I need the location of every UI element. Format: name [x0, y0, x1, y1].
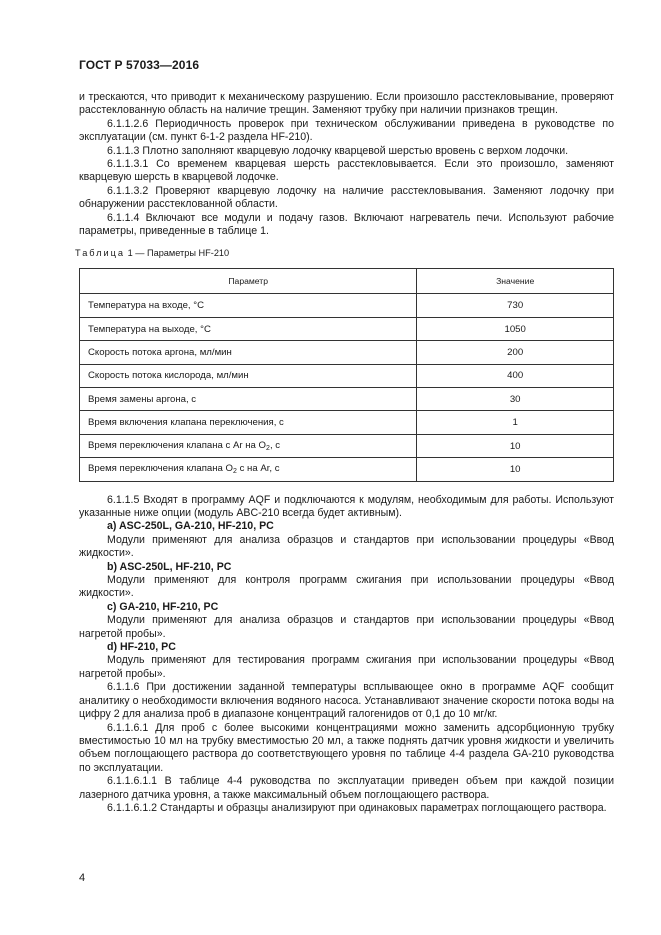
- table-row: [80, 458, 614, 481]
- paragraph: и трескаются, что приводит к механическому разрушению. Если произошло расстекловывание, проверяют расстеклованную область на наличие трещин. Заменяют трубку при наличии признаков трещин.: [79, 91, 614, 117]
- table-row: [80, 388, 614, 411]
- param-text: Время переключения клапана O: [88, 463, 233, 475]
- param-text: с на Ar, с: [236, 463, 280, 475]
- option-heading: b) ASC-250L, HF-210, PC: [107, 560, 232, 573]
- parameters-table: [79, 268, 614, 481]
- table-row: [80, 364, 614, 387]
- table-cell-parameter: Скорость потока кислорода, мл/мин: [80, 364, 417, 387]
- column-header-value: Значение: [417, 269, 614, 294]
- param-text: , с: [269, 440, 281, 451]
- paragraph: 6.1.1.3.2 Проверяют кварцевую лодочку на наличие расстекловывания. Заменяют лодочку при обнаружении расстеклованной области.: [79, 184, 614, 211]
- table-cell-parameter: Время замены аргона, с: [80, 388, 417, 411]
- table-cell-parameter: [80, 458, 417, 481]
- table-header-row: [80, 269, 614, 294]
- param-text: Время переключения клапана с Ar на O: [88, 440, 267, 451]
- table-cell-value: 1050: [417, 317, 614, 340]
- table-cell-parameter: Температура на выходе, °С: [80, 317, 417, 340]
- paragraph: 6.1.1.6 При достижении заданной температуры всплывающее окно в программе AQF сообщит аналитику о необходимости включения водяного насоса. Устанавливают значение скорости потока воды на цифру 2 для анализа проб в диапазоне концентраций галогенидов от 0,1 до 10 мг/кг.: [79, 681, 614, 721]
- column-header-parameter: Параметр: [80, 269, 417, 294]
- option-heading: c) GA-210, HF-210, PC: [107, 600, 219, 613]
- paragraph: 6.1.1.6.1.1 В таблице 4-4 руководства по эксплуатации приведен объем при каждой позиции лазерного датчика уровня, а также максимальный объем поглощающего раствора.: [79, 775, 614, 801]
- table-row: [80, 341, 614, 364]
- paragraph: Модули применяют для анализа образцов и стандартов при использовании процедуры «Ввод нагретой пробы».: [79, 614, 614, 640]
- standard-header: ГОСТ Р 57033—2016: [79, 58, 200, 72]
- page-number: 4: [79, 872, 86, 884]
- paragraph: 6.1.1.6.1 Для проб с более высокими концентрациями можно заменить адсорбционную трубку вместимостью 10 мл на трубку вместимостью 20 мл, а также поднять датчик уровня жидкости и увеличить объем поглощающего раствора до соответствующего уровня по таблице 4-4 раздела GA-210 руководства по эксплуатации.: [79, 721, 614, 774]
- table-caption-text: 1 — Параметры HF-210: [125, 248, 230, 259]
- paragraph: Модули применяют для контроля программ сжигания при использовании процедуры «Ввод жидкости».: [79, 574, 614, 600]
- paragraph: 6.1.1.6.1.2 Стандарты и образцы анализируют при одинаковых параметрах поглощающего раствора.: [107, 801, 607, 814]
- table-row: [80, 317, 614, 340]
- table-row: [80, 411, 614, 434]
- table-cell-parameter: [80, 434, 417, 457]
- table-row: [80, 294, 614, 317]
- option-heading: d) HF-210, PC: [107, 641, 176, 654]
- option-heading: a) ASC-250L, GA-210, HF-210, PC: [107, 520, 274, 533]
- table-cell-value: 10: [417, 458, 614, 481]
- table-row: [80, 434, 614, 457]
- paragraph: 6.1.1.3 Плотно заполняют кварцевую лодочку кварцевой шерстью вровень с верхом лодочки.: [107, 144, 569, 157]
- paragraph: 6.1.1.2.6 Периодичность проверок при техническом обслуживании приведена в руководстве по эксплуатации (см. пункт 6-1-2 раздела HF-210).: [79, 117, 614, 144]
- table-cell-parameter: Время включения клапана переключения, с: [80, 411, 417, 434]
- table-cell-value: 30: [417, 388, 614, 411]
- top-paragraphs: [79, 91, 614, 238]
- paragraph: Модули применяют для анализа образцов и стандартов при использовании процедуры «Ввод жидкости».: [79, 533, 614, 560]
- table-cell-value: 200: [417, 341, 614, 364]
- table-cell-value: 730: [417, 294, 614, 317]
- table-caption-prefix: Таблица: [75, 248, 126, 259]
- table-cell-value: 10: [417, 434, 614, 457]
- table-cell-value: 400: [417, 364, 614, 387]
- bottom-paragraphs: [79, 494, 614, 816]
- subscript: 2: [266, 445, 270, 452]
- paragraph: 6.1.1.4 Включают все модули и подачу газов. Включают нагреватель печи. Используют рабочие параметры, приведенные в таблице 1.: [79, 211, 614, 238]
- table-cell-parameter: Температура на входе, °С: [80, 294, 417, 317]
- paragraph: 6.1.1.5 Входят в программу AQF и подключаются к модулям, необходимым для работы. Используют указанные ниже опции (модуль ABC-210 всегда будет активным).: [79, 493, 614, 519]
- document-page: [75, 58, 614, 815]
- paragraph: Модуль применяют для тестирования программ сжигания при использовании процедуры «Ввод нагретой пробы».: [79, 654, 614, 680]
- table-caption: [75, 248, 614, 258]
- table-cell-value: 1: [417, 411, 614, 434]
- paragraph: 6.1.1.3.1 Со временем кварцевая шерсть расстекловывается. Если это произошло, заменяют кварцевую шерсть в кварцевой лодочке.: [79, 158, 614, 184]
- subscript: 2: [233, 468, 237, 476]
- table-cell-parameter: Скорость потока аргона, мл/мин: [80, 341, 417, 364]
